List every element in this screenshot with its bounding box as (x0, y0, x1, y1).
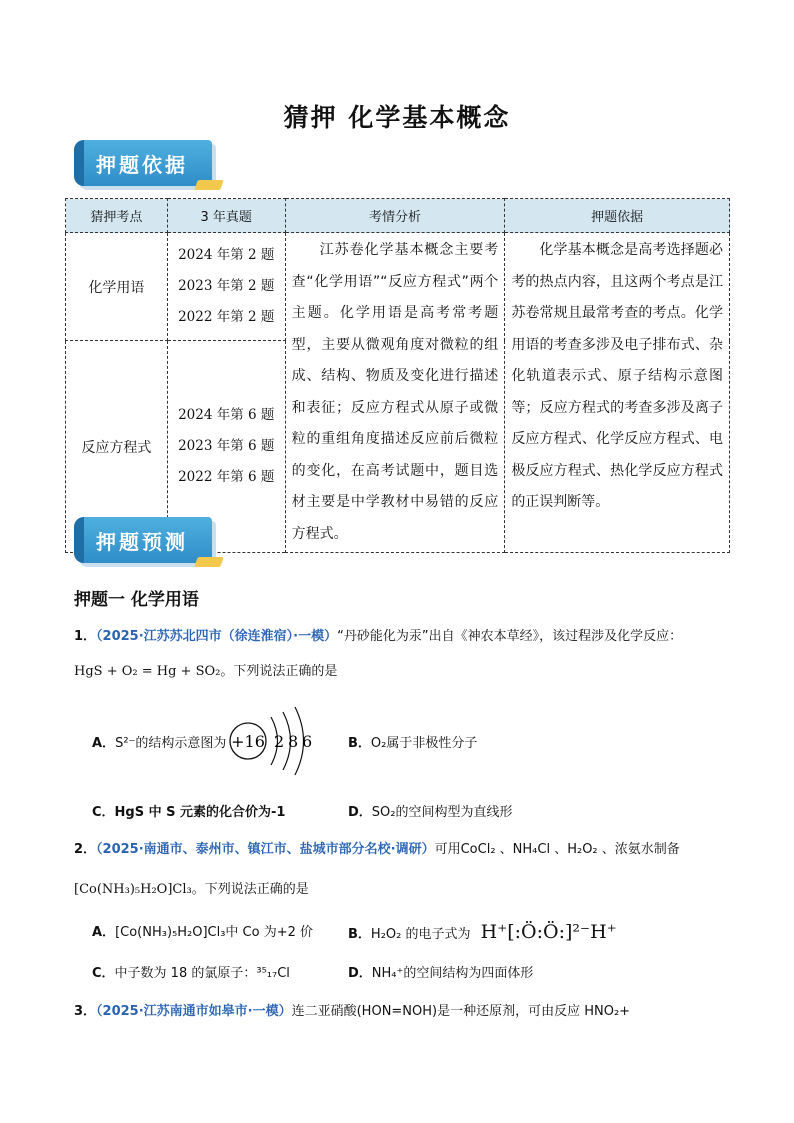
header-analysis: 考情分析 (285, 199, 505, 233)
option-c[interactable]: C．HgS 中 S 元素的化合价为-1 (92, 805, 286, 820)
question-source: （2025·江苏南通市如皋市·一模） (96, 1004, 292, 1019)
shell-electrons: 2 (274, 732, 285, 751)
reaction-equation: HgS + O₂ = Hg + SO₂ (74, 664, 221, 679)
option-a[interactable]: A．[Co(NH₃)₅H₂O]Cl₃中 Co 为+2 价 (92, 925, 314, 940)
shell-electrons: 6 (302, 732, 313, 751)
basis-cell: 化学基本概念是高考选择题必考的热点内容，且这两个考点是江苏卷常规且最常考查的考点。化学用语的考查多涉及电子排布式、杂化轨道表示式、原子结构示意图等；反应方程式的考查多涉及离子反应方程式、化学反应方程式、电极反应方程式、热化学反应方程式的正误判断等。 (505, 233, 730, 553)
section-banner-prediction (74, 517, 222, 569)
page-title: 猜押 化学基本概念 (283, 103, 511, 132)
header-topic: 猜押考点 (66, 199, 168, 233)
section-heading: 押题一 化学用语 (74, 590, 199, 610)
electron-formula: H⁺[:Ö:Ö:]²⁻H⁺ (480, 921, 617, 943)
option-d[interactable]: D．NH₄⁺的空间结构为四面体形 (348, 966, 534, 981)
nucleus-charge: +16 (231, 732, 265, 751)
question-3: 3．（2025·江苏南通市如皋市·一模）连二亚硝酸(HON=NOH)是一种还原剂，可由反应 HNO₂+ (74, 1004, 631, 1019)
question-source: （2025·南通市、泰州市、镇江市、盐城市部分名校·调研） (96, 842, 435, 857)
exam-analysis-table (65, 198, 730, 553)
option-a[interactable]: A．S²⁻的结构示意图为 (92, 736, 227, 751)
book-page-icon (194, 557, 224, 567)
question-source: （2025·江苏苏北四市（徐连淮宿）·一模） (96, 629, 338, 644)
option-c[interactable]: C．中子数为 18 的氯原子：³⁵₁₇Cl (92, 966, 290, 981)
complex-formula: [Co(NH₃)₅H₂O]Cl₃ (74, 882, 192, 897)
option-d[interactable]: D．SO₂的空间构型为直线形 (348, 805, 513, 820)
table-header-row (66, 199, 730, 233)
table-row (66, 233, 730, 341)
topic-cell: 反应方程式 (66, 341, 168, 553)
question-2-formula-line: [Co(NH₃)₅H₂O]Cl₃。下列说法正确的是 (74, 882, 309, 897)
years-cell: 2024 年第 2 题 2023 年第 2 题 2022 年第 2 题 (167, 233, 285, 341)
section-banner-basis (74, 140, 222, 192)
banner-label: 押题预测 (96, 530, 188, 554)
option-b[interactable]: B．O₂属于非极性分子 (348, 736, 478, 751)
shell-electrons: 8 (288, 732, 299, 751)
header-basis: 押题依据 (505, 199, 730, 233)
header-years: 3 年真题 (167, 199, 285, 233)
analysis-cell: 江苏卷化学基本概念主要考查“化学用语”“反应方程式”两个主题。化学用语是高考常考题型，主要从微观角度对微粒的组成、结构、物质及变化进行描述和表征；反应方程式从原子或微粒的重组角度描述反应前后微粒的变化，在高考试题中，题目选材主要是中学教材中易错的反应方程式。 (285, 233, 505, 553)
topic-cell: 化学用语 (66, 233, 168, 341)
sulfide-ion-structure-diagram (228, 700, 328, 780)
option-b[interactable]: B．H₂O₂ 的电子式为 H⁺[:Ö:Ö:]²⁻H⁺ (348, 921, 617, 943)
book-page-icon (194, 180, 224, 190)
banner-label: 押题依据 (96, 153, 188, 177)
question-1: 1．（2025·江苏苏北四市（徐连淮宿）·一模）“丹砂能化为汞”出自《神农本草经》，该过程涉及化学反应： (74, 629, 683, 644)
question-1-equation-line: HgS + O₂ = Hg + SO₂。下列说法正确的是 (74, 664, 338, 679)
years-cell: 2024 年第 6 题 2023 年第 6 题 2022 年第 6 题 (167, 341, 285, 553)
question-2: 2．（2025·南通市、泰州市、镇江市、盐城市部分名校·调研）可用CoCl₂ 、NH₄Cl 、H₂O₂ 、浓氨水制备 (74, 842, 680, 857)
